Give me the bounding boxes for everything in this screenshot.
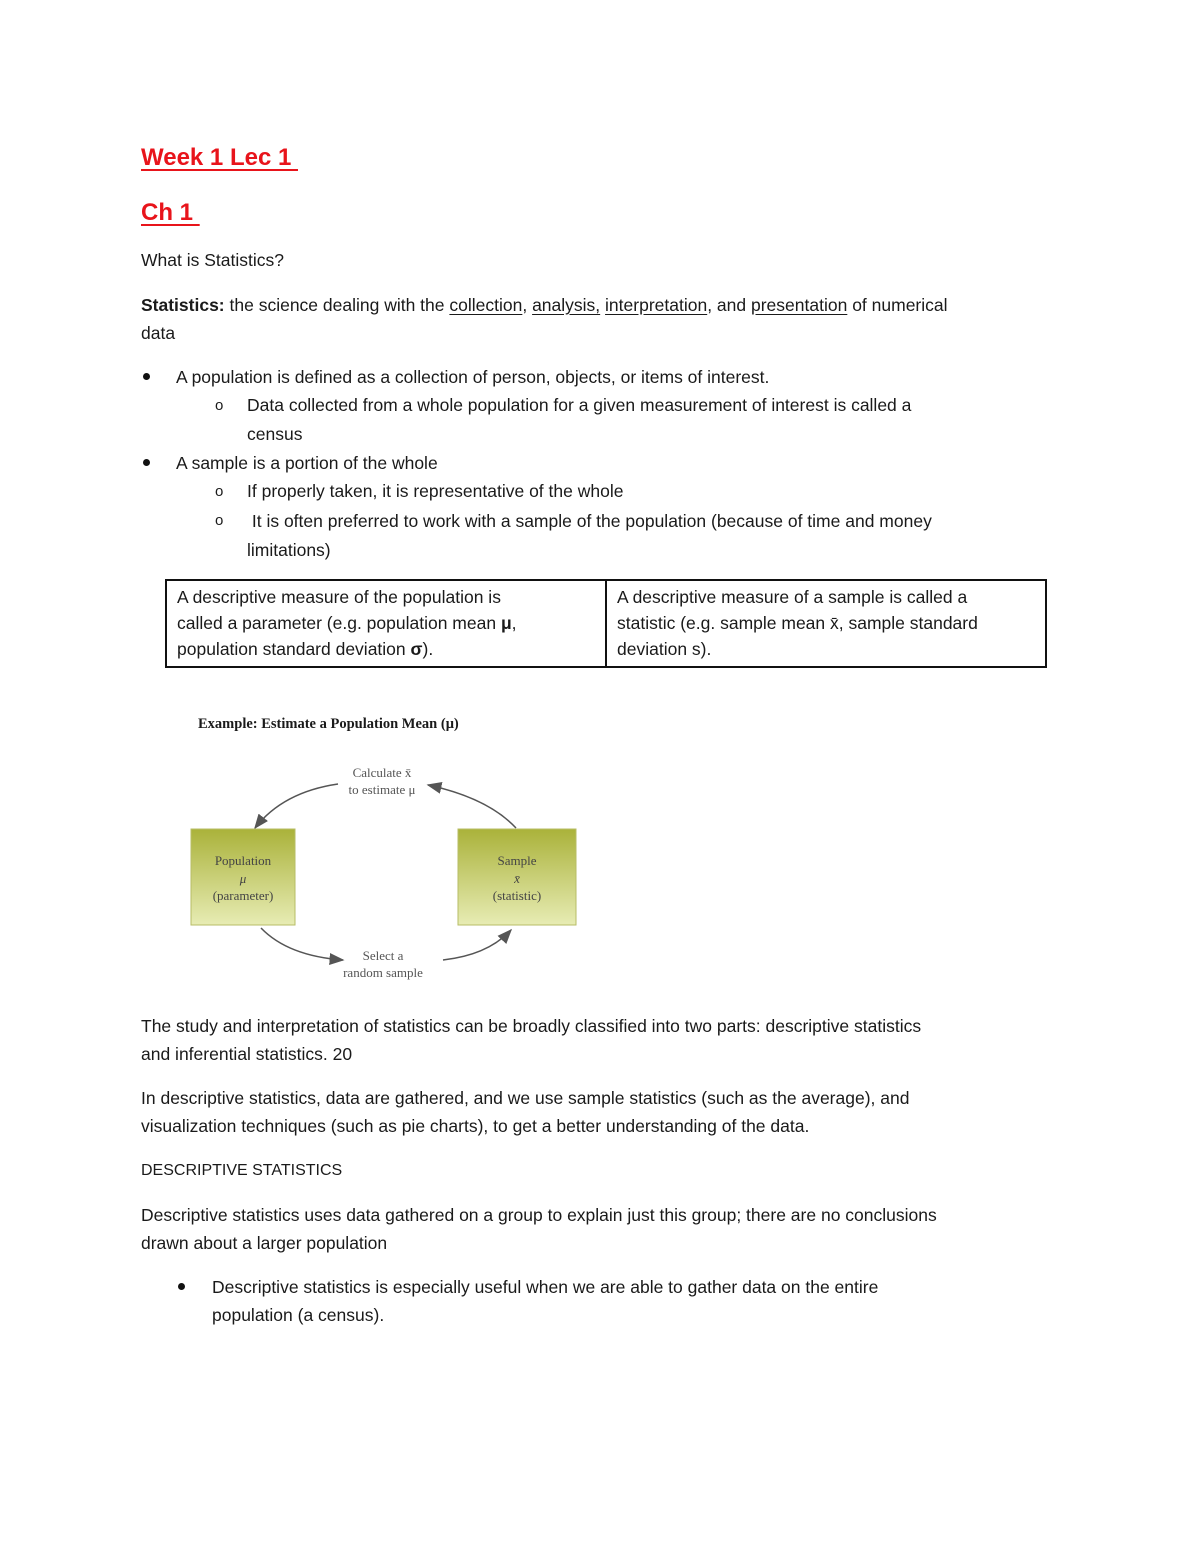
arrow-from-sample [428,785,516,828]
bullet-dot [178,1283,185,1290]
keyword-presentation: presentation [751,295,848,315]
sigma-symbol: σ [410,639,423,659]
sub-bullet-marker: o [215,483,224,500]
cell-line: A descriptive measure of the population is [177,587,501,607]
separator: , and [707,295,751,315]
paragraph-classification-2: and inferential statistics. 20 [141,1044,353,1064]
parameter-statistic-table [165,579,1047,668]
sub-bullet-representative: If properly taken, it is representative of the whole [247,481,624,501]
sub-bullet-census-2: census [247,424,303,444]
mu-symbol: μ [500,613,512,633]
cell-line [177,636,595,662]
table-row [166,580,1046,667]
bullet-census-2: population (a census). [212,1305,385,1325]
table-cell-parameter [166,580,606,667]
paragraph-descriptive-2: visualization techniques (such as pie charts), to get a better understanding of the data. [141,1116,810,1136]
bullet-sample: A sample is a portion of the whole [176,453,438,473]
paragraph-descriptive-1: In descriptive statistics, data are gathered, and we use sample statistics (such as the average), and [141,1088,910,1108]
cell-line [177,610,595,636]
arrow-to-bottom-label [261,928,343,960]
bullet-dot [143,373,150,380]
sample-box-note: (statistic) [492,888,542,903]
bullet-dot [143,459,150,466]
section-heading: DESCRIPTIVE STATISTICS [141,1162,343,1179]
arrow-to-population [255,784,338,828]
estimate-mean-diagram [188,708,588,988]
population-box-symbol: μ [239,871,247,886]
definition-line-2: data [141,323,176,343]
table-cell-statistic [606,580,1046,667]
cell-line: statistic (e.g. sample mean x̄, sample standard [617,613,978,633]
paragraph-explain-1: Descriptive statistics uses data gathered on a group to explain just this group; there are no conclusions [141,1205,937,1225]
cell-text: population standard deviation [177,639,411,659]
keyword-collection: collection [449,295,523,315]
sub-bullet-preferred-2: limitations) [247,540,331,560]
cell-line: A descriptive measure of a sample is called a [617,587,968,607]
cell-text: called a parameter (e.g. population mean [177,613,501,633]
heading-week-lecture: Week 1 Lec 1 [141,144,298,171]
bullet-population: A population is defined as a collection of person, objects, or items of interest. [176,367,770,387]
sub-bullet-marker: o [215,512,224,529]
cell-text: ). [422,639,434,659]
paragraph-explain-2: drawn about a larger population [141,1233,388,1253]
sub-bullet-census-1: Data collected from a whole population for a given measurement of interest is called a [247,395,912,415]
heading-chapter: Ch 1 [141,199,200,226]
sub-bullet-preferred-1: It is often preferred to work with a sample of the population (because of time and money [247,511,932,531]
question-text: What is Statistics? [141,250,284,270]
definition-text: the science dealing with the [224,295,450,315]
top-label-line-2: to estimate μ [348,782,416,797]
definition-line-1 [141,291,948,319]
bullet-census-1: Descriptive statistics is especially useful when we are able to gather data on the entire [212,1277,879,1297]
keyword-analysis: analysis, [532,295,601,315]
sample-box-label: Sample [497,853,537,868]
cell-text: , [511,613,517,633]
sub-bullet-marker: o [215,397,224,414]
definition-term: Statistics: [141,295,225,315]
keyword-interpretation: interpretation [605,295,708,315]
diagram-title: Example: Estimate a Population Mean (μ) [198,716,459,732]
population-box-note: (parameter) [212,888,274,903]
paragraph-classification-1: The study and interpretation of statistics can be broadly classified into two parts: descriptive statistics [141,1016,922,1036]
arrow-to-sample [443,930,511,960]
separator: , [522,295,533,315]
definition-text: of numerical [847,295,948,315]
sample-box-symbol: x̄ [514,871,520,886]
bottom-label-line-2: random sample [343,965,423,980]
top-label-line-1: Calculate x̄ [352,765,412,780]
cell-line: deviation s). [617,639,712,659]
population-box-label: Population [214,853,272,868]
bottom-label-line-1: Select a [362,948,404,963]
